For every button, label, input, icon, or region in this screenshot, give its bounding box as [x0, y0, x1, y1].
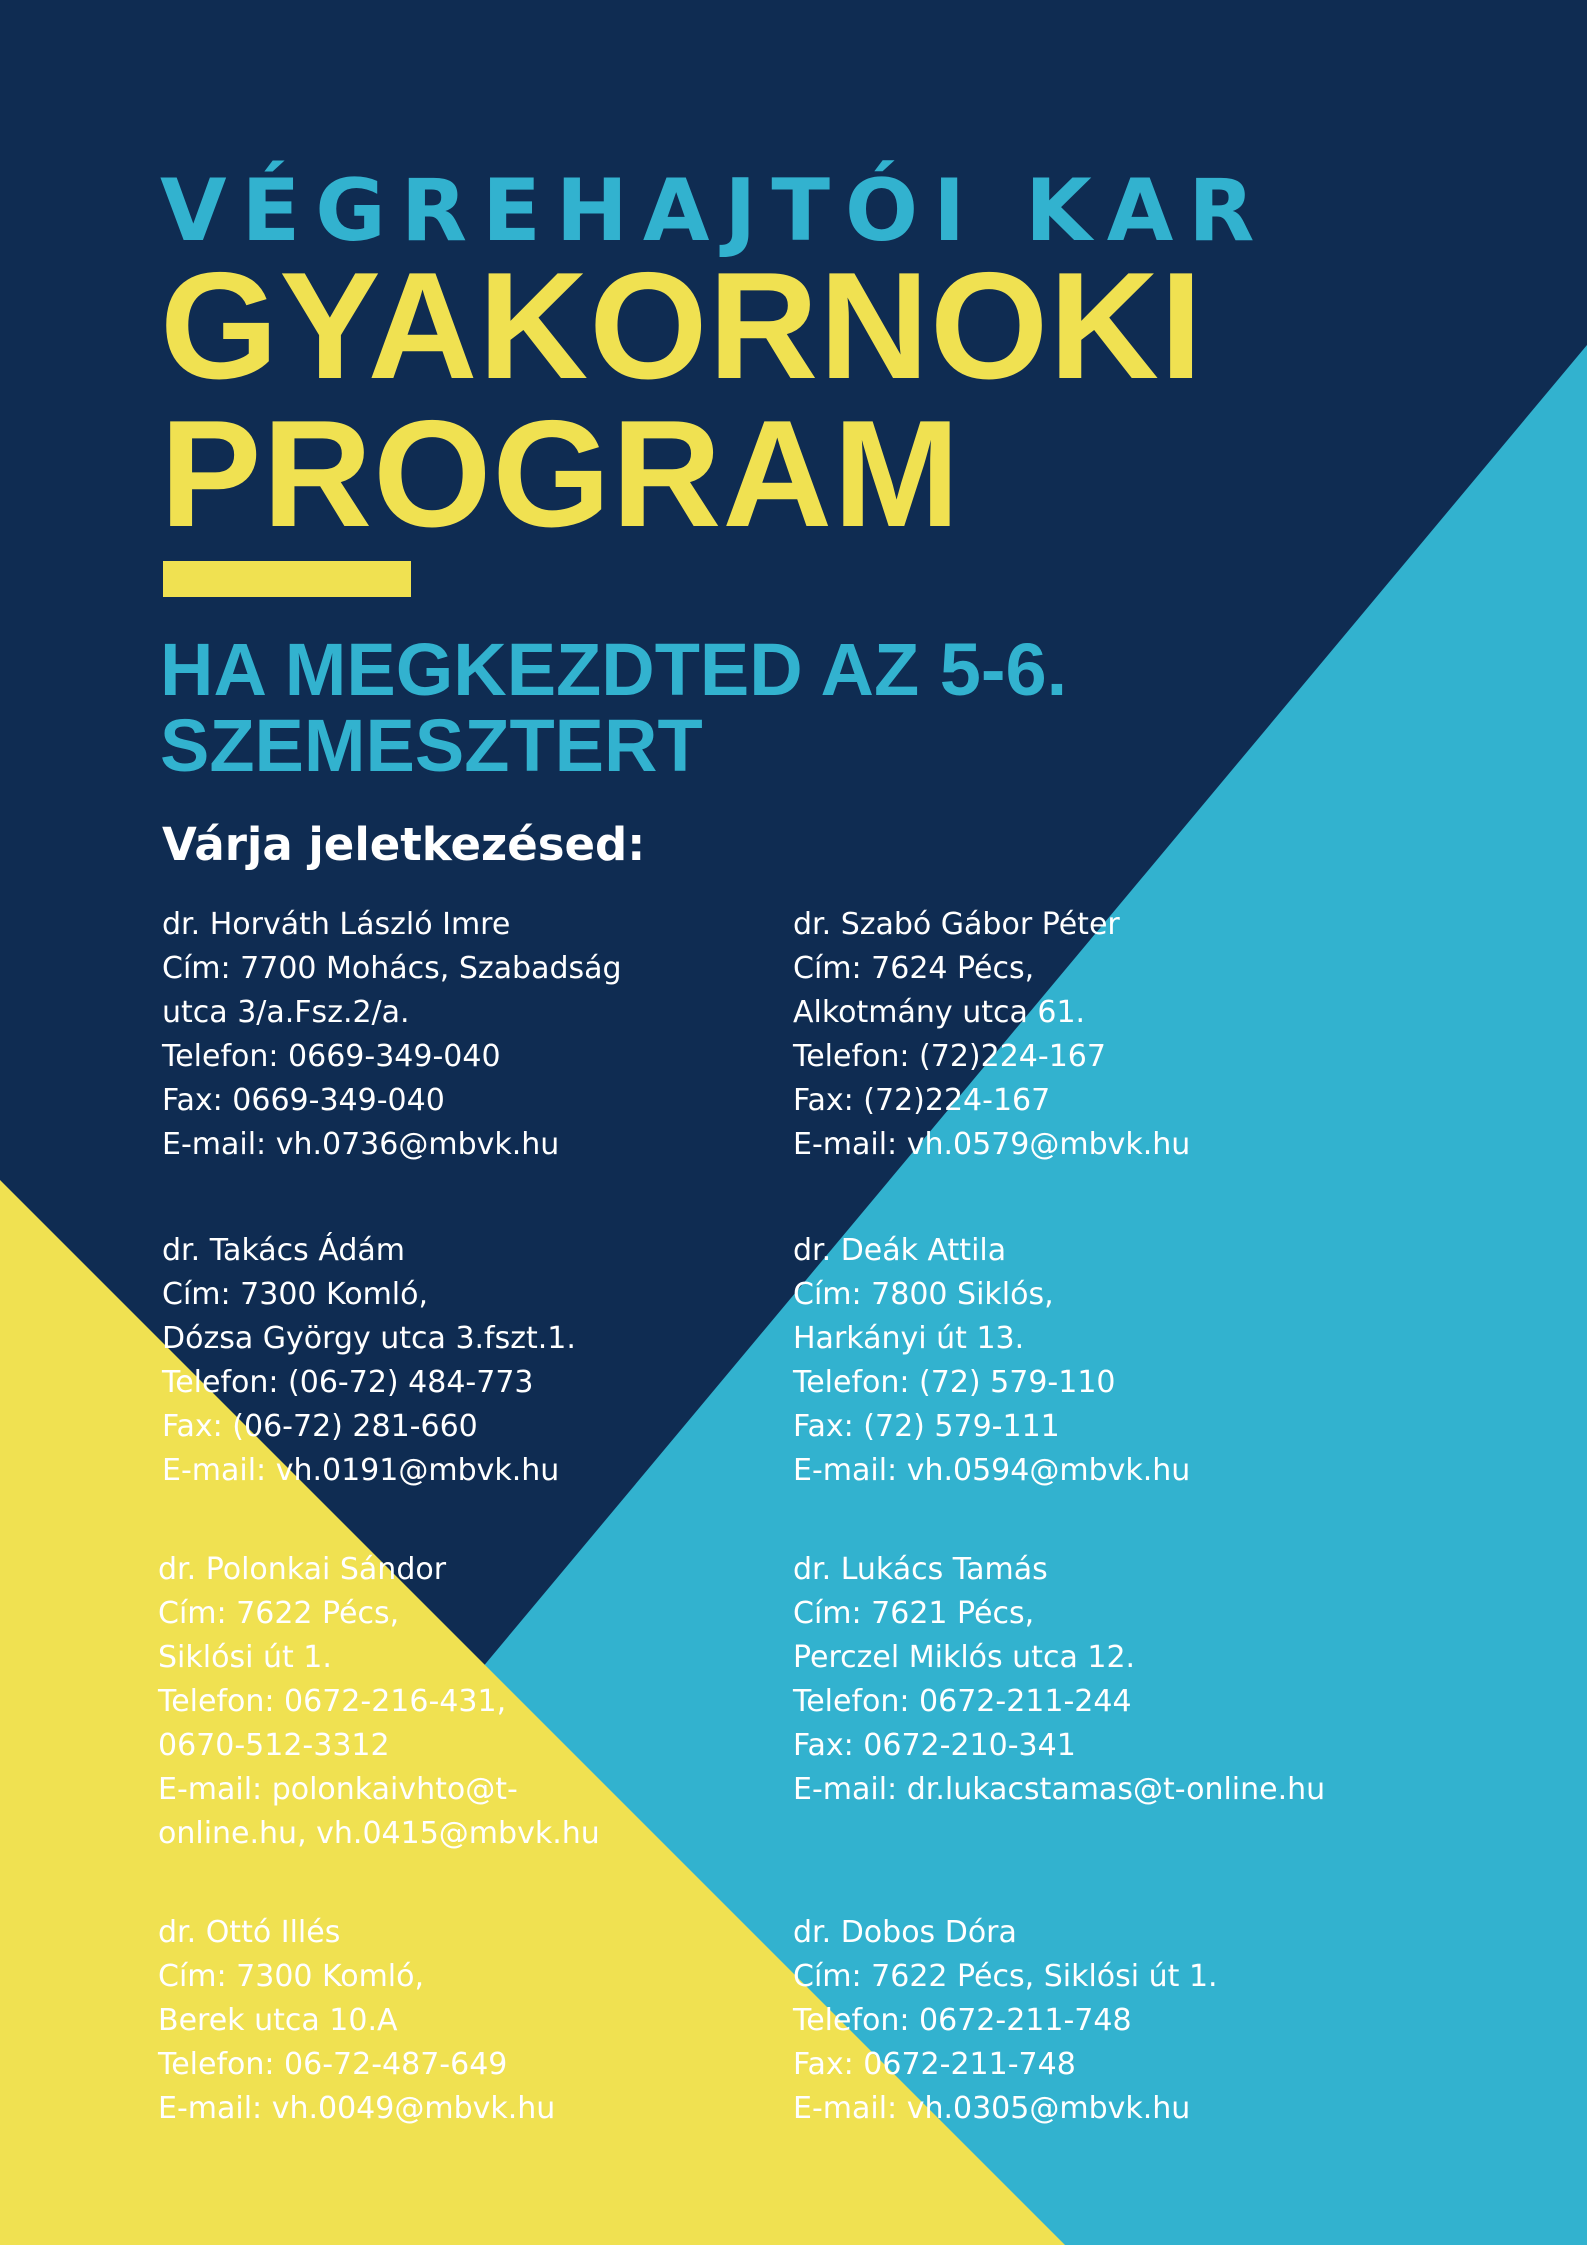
program-title: [160, 241, 1204, 559]
contact-email: E-mail: vh.0191@mbvk.hu: [162, 1453, 560, 1488]
contact-phone: Telefon: (06-72) 484-773: [162, 1365, 534, 1400]
contact-szabo: [793, 903, 1413, 1167]
title-line-1: GYAKORNOKI: [160, 241, 1204, 411]
contact-fax: Fax: (72) 579-111: [793, 1409, 1060, 1444]
contact-fax: Fax: (72)224-167: [793, 1083, 1051, 1118]
subtitle-line-1: HA MEGKEZDTED AZ 5-6.: [160, 628, 1068, 711]
contact-phone: Telefon: (72)224-167: [793, 1039, 1106, 1074]
contact-email: E-mail: vh.0594@mbvk.hu: [793, 1453, 1191, 1488]
contact-address-cont: Dózsa György utca 3.fszt.1.: [162, 1321, 576, 1356]
contact-phone: Telefon: (72) 579-110: [793, 1365, 1116, 1400]
contact-fax: Fax: 0672-211-748: [793, 2047, 1076, 2082]
contact-email: E-mail: vh.0736@mbvk.hu: [162, 1127, 560, 1162]
contact-phone: Telefon: 0669-349-040: [162, 1039, 501, 1074]
contact-email: E-mail: dr.lukacstamas@t-online.hu: [793, 1772, 1326, 1807]
title-underline-bar: [163, 561, 411, 597]
contact-email: E-mail: polonkaivhto@t-: [158, 1772, 518, 1807]
contact-email: E-mail: vh.0579@mbvk.hu: [793, 1127, 1191, 1162]
contact-address: Cím: 7622 Pécs, Siklósi út 1.: [793, 1959, 1218, 1994]
contact-address-cont: Siklósi út 1.: [158, 1640, 332, 1675]
contact-address: Cím: 7622 Pécs,: [158, 1596, 400, 1631]
contact-name: dr. Dobos Dóra: [793, 1915, 1017, 1950]
contact-address: Cím: 7300 Komló,: [162, 1277, 429, 1312]
eligibility-subtitle: [160, 628, 1068, 787]
contact-address: Cím: 7624 Pécs,: [793, 951, 1035, 986]
contact-address-cont: Berek utca 10.A: [158, 2003, 398, 2038]
call-to-action: Várja jeletkezésed:: [162, 818, 646, 871]
contact-address: Cím: 7800 Siklós,: [793, 1277, 1054, 1312]
title-line-2: PROGRAM: [160, 389, 961, 559]
contact-name: dr. Lukács Tamás: [793, 1552, 1048, 1587]
contact-phone: Telefon: 06-72-487-649: [158, 2047, 508, 2082]
contact-phone: Telefon: 0672-216-431,: [158, 1684, 507, 1719]
contact-name: dr. Deák Attila: [793, 1233, 1007, 1268]
organization-name: VÉGREHAJTÓI KAR: [160, 161, 1270, 261]
contact-address-cont: Alkotmány utca 61.: [793, 995, 1086, 1030]
contact-address-cont: Harkányi út 13.: [793, 1321, 1025, 1356]
contact-dobos: [793, 1911, 1413, 2131]
contact-email-cont: online.hu, vh.0415@mbvk.hu: [158, 1816, 600, 1851]
contact-phone-cont: 0670-512-3312: [158, 1728, 390, 1763]
contact-address: Cím: 7621 Pécs,: [793, 1596, 1035, 1631]
contact-email: E-mail: vh.0305@mbvk.hu: [793, 2091, 1191, 2126]
contact-fax: Fax: 0672-210-341: [793, 1728, 1076, 1763]
contact-name: dr. Takács Ádám: [162, 1233, 405, 1268]
contact-address-cont: Perczel Miklós utca 12.: [793, 1640, 1136, 1675]
contact-takacs: [162, 1229, 782, 1493]
contact-phone: Telefon: 0672-211-748: [793, 2003, 1132, 2038]
contact-deak: [793, 1229, 1413, 1493]
contact-email: E-mail: vh.0049@mbvk.hu: [158, 2091, 556, 2126]
contact-lukacs: [793, 1548, 1413, 1812]
contact-phone: Telefon: 0672-211-244: [793, 1684, 1132, 1719]
contact-horvath: [162, 903, 782, 1167]
contact-polonkai: [158, 1548, 778, 1856]
contact-name: dr. Polonkai Sándor: [158, 1552, 447, 1587]
contact-fax: Fax: 0669-349-040: [162, 1083, 445, 1118]
subtitle-line-2: SZEMESZTERT: [160, 704, 703, 787]
contact-name: dr. Ottó Illés: [158, 1915, 341, 1950]
contact-address: Cím: 7300 Komló,: [158, 1959, 425, 1994]
contact-name: dr. Horváth László Imre: [162, 907, 511, 942]
contact-name: dr. Szabó Gábor Péter: [793, 907, 1120, 942]
contact-otto: [158, 1911, 778, 2131]
contact-address-cont: utca 3/a.Fsz.2/a.: [162, 995, 410, 1030]
contact-address: Cím: 7700 Mohács, Szabadság: [162, 951, 622, 986]
contact-fax: Fax: (06-72) 281-660: [162, 1409, 478, 1444]
